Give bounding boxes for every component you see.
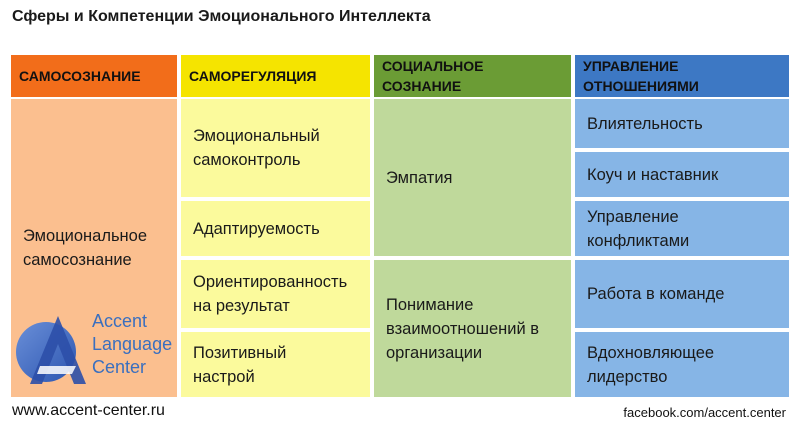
cell-conflict-management: Управление конфликтами: [575, 201, 789, 256]
accent-logo-icon: [10, 310, 90, 392]
cell-empathy: Эмпатия: [374, 99, 571, 256]
header-social-awareness: СОЦИАЛЬНОЕ СОЗНАНИЕ: [374, 55, 571, 97]
cell-influence: Влиятельность: [575, 99, 789, 148]
diagram-title: Сферы и Компетенции Эмоционального Интеллекта: [12, 8, 431, 25]
cell-emotional-self-control: Эмоциональный самоконтроль: [181, 99, 370, 197]
cell-emotional-self-awareness: Эмоциональное самосознание: [11, 99, 177, 397]
cell-positive-outlook: Позитивный настрой: [181, 332, 370, 397]
header-relationship-management: УПРАВЛЕНИЕ ОТНОШЕНИЯМИ: [575, 55, 789, 97]
cell-achievement-orientation: Ориентированность на результат: [181, 260, 370, 328]
cell-inspirational-leadership: Вдохновляющее лидерство: [575, 332, 789, 397]
header-self-management: САМОРЕГУЛЯЦИЯ: [181, 55, 370, 97]
cell-organizational-awareness: Понимание взаимоотношений в организации: [374, 260, 571, 397]
facebook-url: facebook.com/accent.center: [623, 405, 786, 420]
cell-coach-and-mentor: Коуч и наставник: [575, 152, 789, 197]
cell-adaptability: Адаптируемость: [181, 201, 370, 256]
logo-text: Accent Language Center: [92, 311, 173, 377]
header-self-awareness: САМОСОЗНАНИЕ: [11, 55, 177, 97]
website-url: www.accent-center.ru: [12, 402, 165, 419]
cell-teamwork: Работа в команде: [575, 260, 789, 328]
